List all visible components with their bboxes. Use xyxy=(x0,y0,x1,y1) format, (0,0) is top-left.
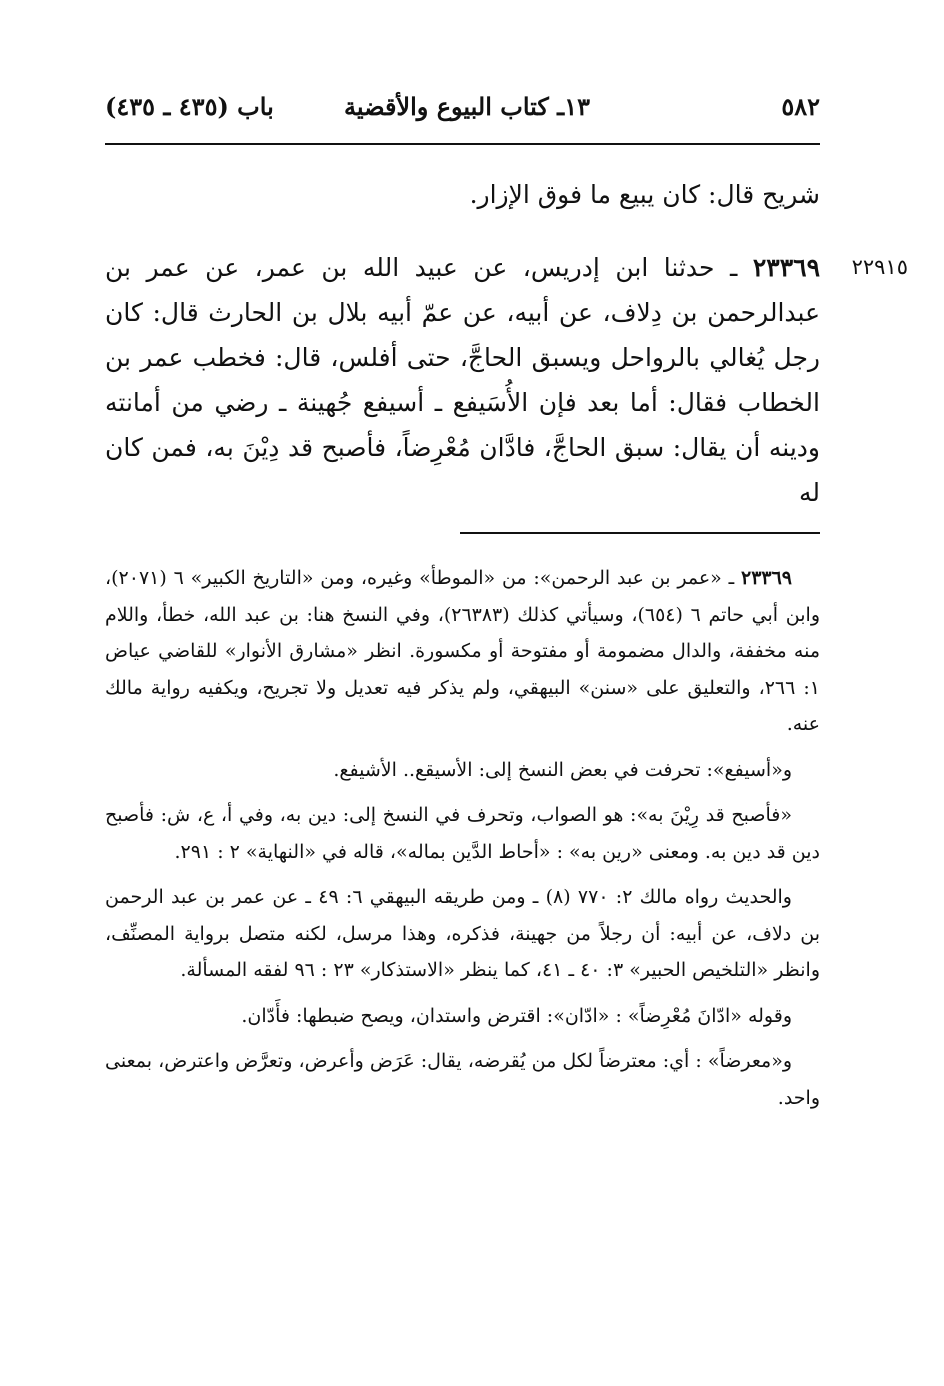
footnote-text: و«أسيفع»: تحرفت في بعض النسخ إلى: الأسيقع.. الأشيفع. xyxy=(333,758,792,781)
footnote-text: و«معرضاً» : أي: معترضاً لكل من يُقرضه، يقال: عَرَض وأعرض، وتعرَّض واعترض، بمعنى واحد. xyxy=(105,1050,820,1109)
chapter-reference: باب (٤٣٥ ـ ٤٣٥) xyxy=(105,92,274,121)
footnote-number: ٢٣٣٦٩ xyxy=(740,567,793,589)
page-header xyxy=(105,92,820,132)
page-number: ٥٨٢ xyxy=(781,92,820,121)
continuation-text: شريح قال: كان يبيع ما فوق الإزار. xyxy=(469,180,820,209)
footnote-entry xyxy=(105,560,820,743)
footnote-text: والحديث رواه مالك ٢: ٧٧٠ (٨) ـ ومن طريقه البيهقي ٦: ٤٩ ـ عن عمر بن عبد الرحمن بن دلاف، عن أبيه: أن رجلاً من جهينة، فذكره، وهذا مرسل، لكنه متصل برواية المصنِّف، وانظر «التلخيص الحبير» ٣: ٤٠ ـ ٤١، كما ينظر «الاستذكار» ٢٣ : ٩٦ لفقه المسألة. xyxy=(105,886,820,981)
footnote-text: ـ «عمر بن عبد الرحمن»: من «الموطأ» وغيره، ومن «التاريخ الكبير» ٦ (٢٠٧١)، وابن أبي حاتم ٦ (٦٥٤)، وسيأتي كذلك (٢٦٣٨٣)، وفي النسخ هنا: بن عبد الله، خطأ، واللام منه مخففة، والدال مضمومة أو مفتوحة أو مكسورة. انظر «مشارق الأنوار» للقاضي عياض ١: ٢٦٦، والتعليق على «سنن» البيهقي، ولم يذكر فيه تعديل ولا تجريح، ويكفيه رواية مالك عنه. xyxy=(105,567,820,735)
footnote-divider xyxy=(460,532,820,534)
main-text xyxy=(105,172,820,515)
footnote-text: وقوله «ادّانَ مُعْرِضاً» : «ادّان»: اقترض واستدان، ويصح ضبطها: فأَدّان. xyxy=(241,1004,792,1027)
footnotes xyxy=(105,560,820,1125)
hadith-number: ٢٣٣٦٩ xyxy=(752,253,820,282)
book-title: ١٣ـ كتاب البيوع والأقضية xyxy=(344,92,590,121)
footnote-text: «فأصبح قد رِيْنَ به»: هو الصواب، وتحرف في النسخ إلى: دين به، وفي أ، ع، ش: فأصبح دين قد دين به. ومعنى «رين به» : «أحاط الدَّين بماله»، قاله في «النهاية» ٢ : ٢٩١. xyxy=(105,804,820,863)
margin-hadith-number: ٢٢٩١٥ xyxy=(851,255,908,279)
header-divider xyxy=(105,143,820,145)
hadith-text: ـ حدثنا ابن إدريس، عن عبيد الله بن عمر، عن عمر بن عبدالرحمن بن دِلاف، عن أبيه، عن عمّ أبيه بلال بن الحارث قال: كان رجل يُغالي بالرواحل ويسبق الحاجَّ، حتى أفلس، قال: فخطب عمر بن الخطاب فقال: أما بعد فإن الأُسَيفع ـ أسيفع جُهينة ـ رضي من أمانته ودينه أن يقال: سبق الحاجَّ، فادَّان مُعْرِضاً، فأصبح قد دِيْنَ به، فمن كان له xyxy=(105,253,820,507)
hadith-paragraph xyxy=(105,245,820,515)
